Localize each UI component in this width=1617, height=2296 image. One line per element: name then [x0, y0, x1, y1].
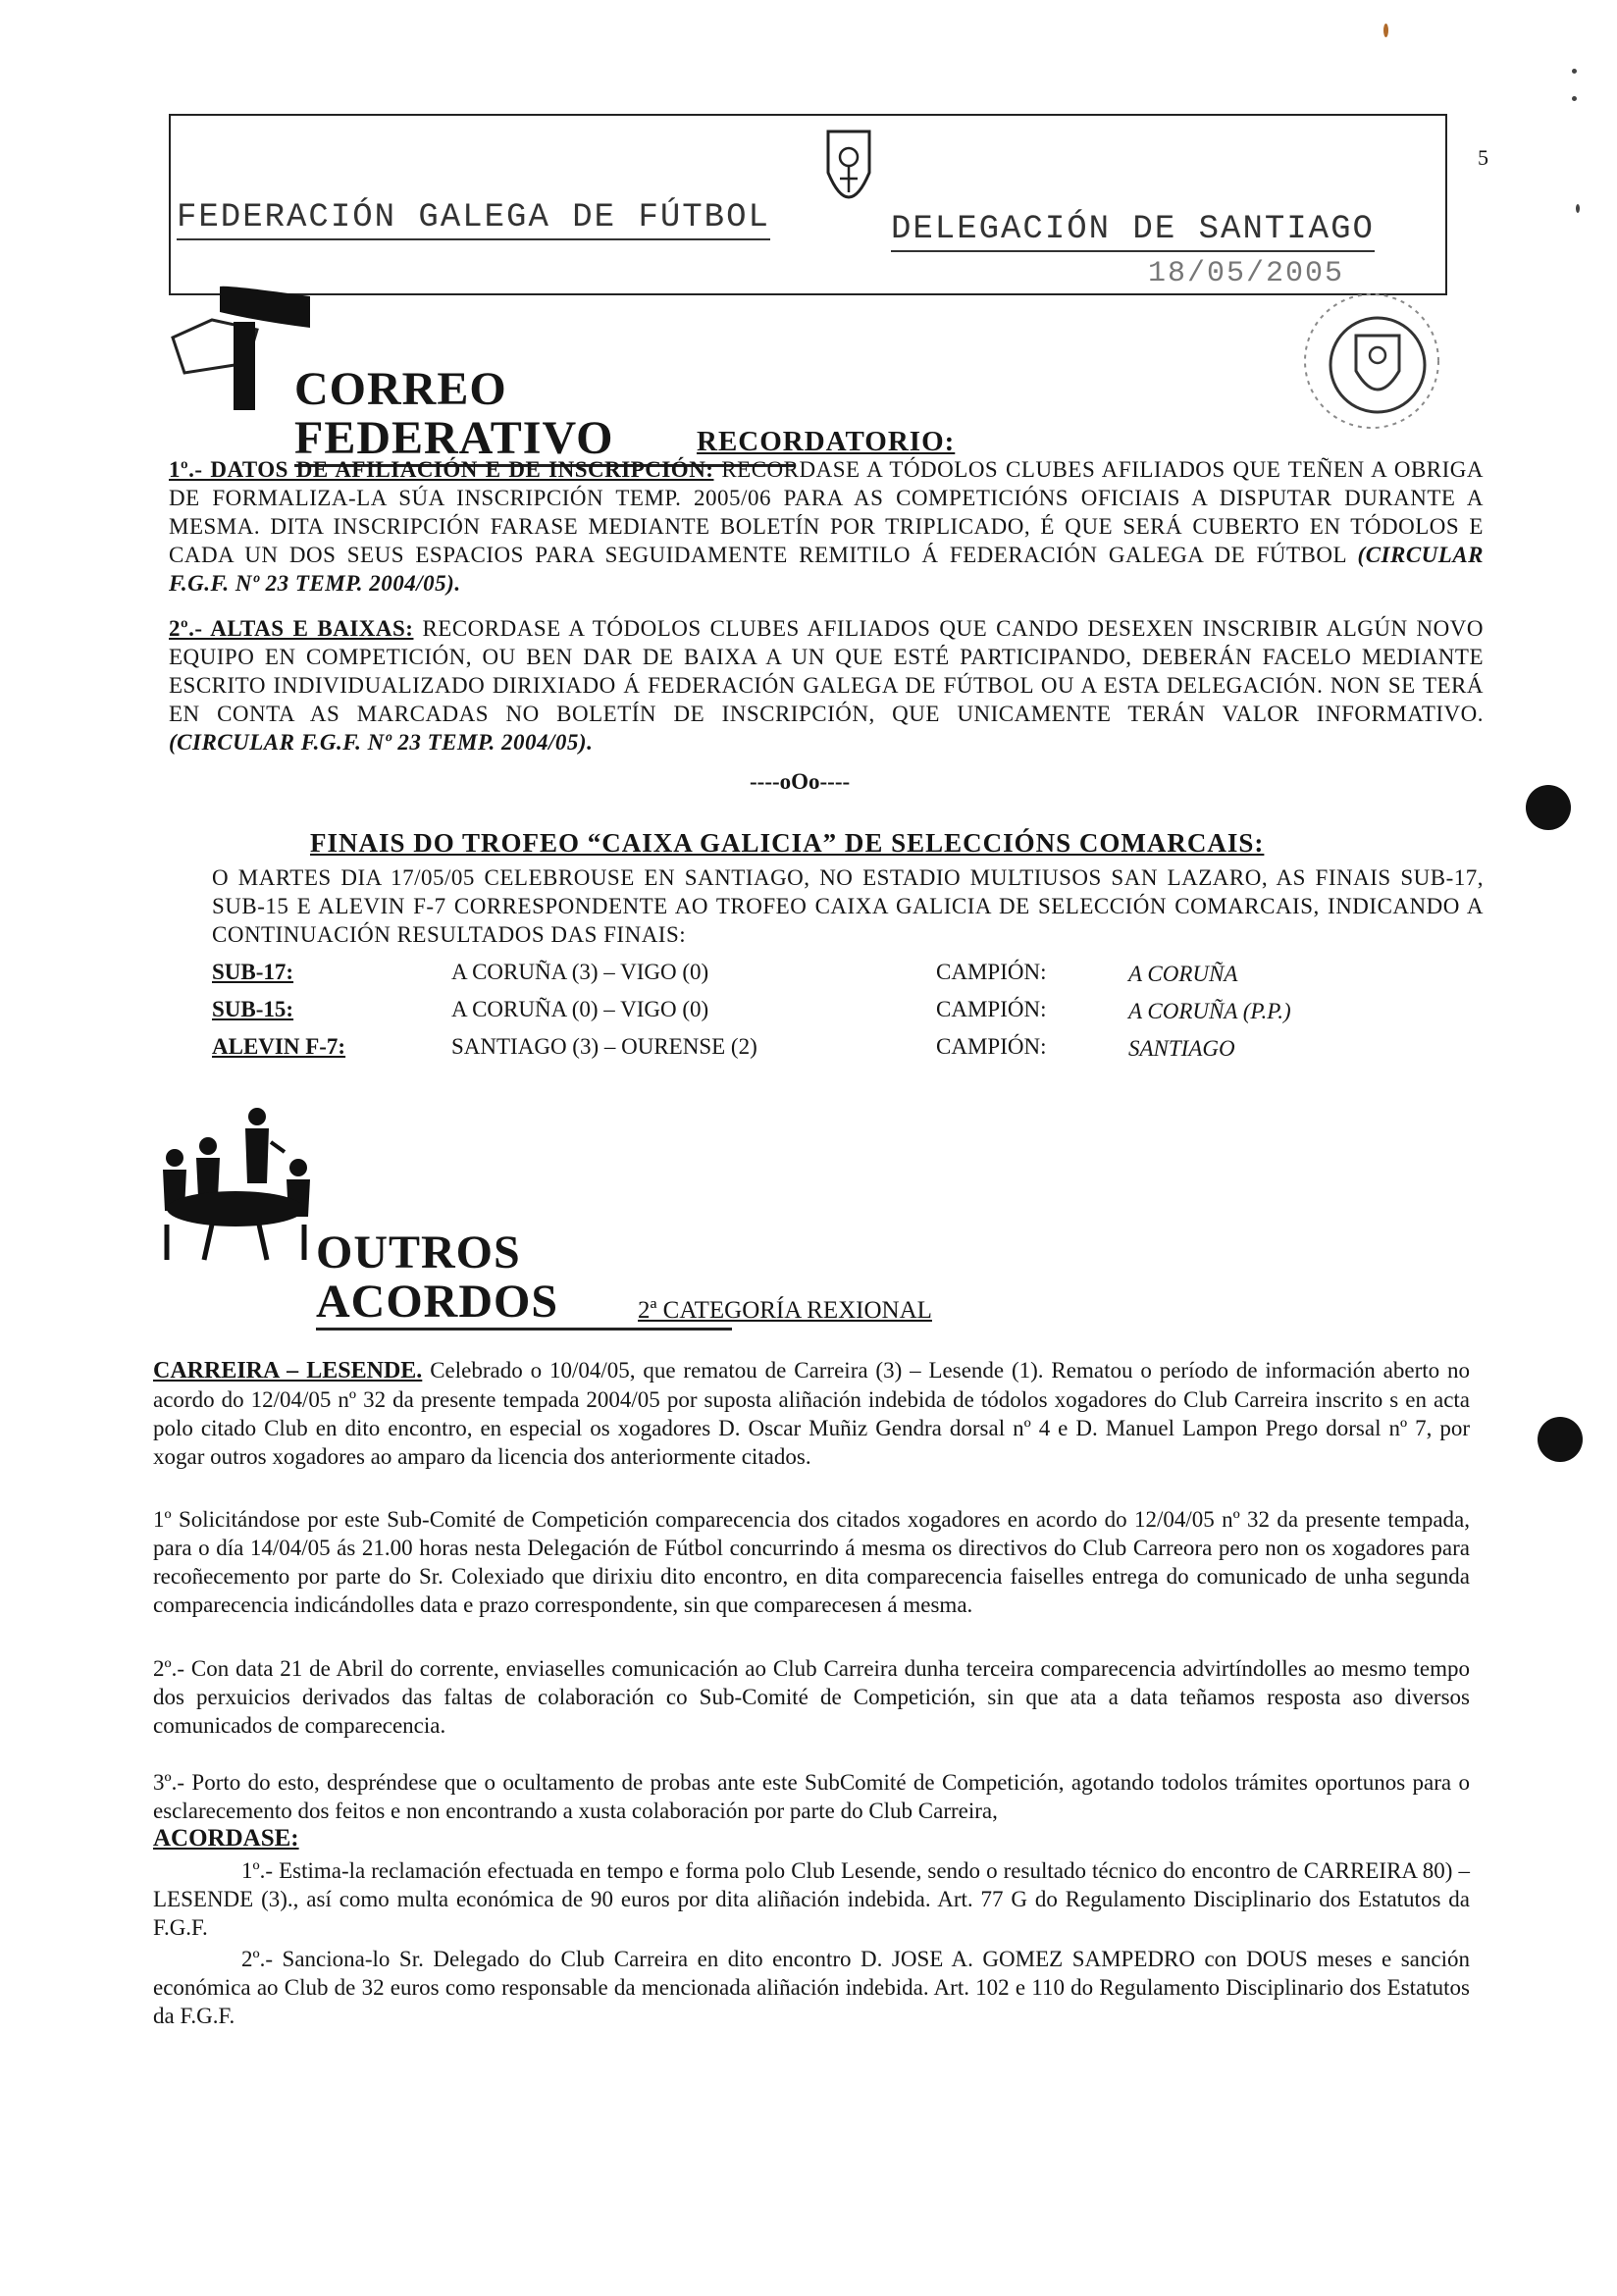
resolution-2: 2º.- Sanciona-lo Sr. Delegado do Club Carreira en dito encontro D. JOSE A. GOMEZ SAMPEDRO con DOUS meses e sanción económica ao Club de 32 euros como responsable da mencionada aliñación indebida. Art. 102 e 110 do Regulamento Disciplinario dos Estatutos da F.G.F. — [153, 1947, 1470, 2028]
federation-name: FEDERACIÓN GALEGA DE FÚTBOL — [177, 199, 770, 240]
results-table — [212, 960, 1291, 1071]
federation-seal-icon — [1276, 292, 1462, 454]
finais-title: FINAIS DO TROFEO “CAIXA GALICIA” DE SELECCIÓNS COMARCAIS: — [310, 828, 1265, 858]
result-champion-label: CAMPIÓN: — [936, 997, 1047, 1021]
result-row — [212, 960, 1291, 997]
federation-crest-icon — [822, 128, 875, 235]
scan-speck — [1383, 24, 1388, 37]
case-label: CARREIRA – LESENDE. — [153, 1358, 423, 1383]
result-champion: A CORUÑA — [1128, 962, 1238, 986]
outros-acordos-title: OUTROS ACORDOS — [316, 1228, 732, 1331]
category-heading: 2ª CATEGORÍA REXIONAL — [638, 1297, 932, 1324]
page-number: 5 — [1478, 145, 1488, 170]
section-separator: ----oOo---- — [750, 769, 851, 794]
acordo-intro-paragraph — [153, 1356, 1470, 1471]
affiliation-text: RECORDASE A TÓDOLOS CLUBES AFILIADOS QUE TEÑEN A OBRIGA DE FORMALIZA-LA SÚA INSCRIPCIÓN TEMP. 2005/06 PARA AS COMPETICIÓNS OFICIAIS A DISPUTAR DURANTE A MESMA. DITA INSCRIPCIÓN FARASE MEDIANTE BOLETÍN POR TRIPLICADO, É QUE SERÁ CUBERTO EN TÓDOLOS E CADA UN DOS SEUS ESPACIOS PARA SEGUIDAMENTE REMITILO Á FEDERACIÓN GALEGA DE FÚTBOL — [169, 457, 1485, 567]
result-champion: A CORUÑA (P.P.) — [1128, 999, 1291, 1023]
delegation-name: DELEGACIÓN DE SANTIAGO — [891, 211, 1375, 252]
result-champion-label: CAMPIÓN: — [936, 1034, 1047, 1059]
affiliation-reference: (CIRCULAR F.G.F. Nº 23 TEMP. 2004/05). — [169, 543, 1485, 596]
recordatorio-heading: RECORDATORIO: — [697, 426, 956, 457]
result-champion: SANTIAGO — [1128, 1036, 1235, 1061]
case-intro-text: Celebrado o 10/04/05, que rematou de Carreira (3) – Lesende (1). Rematou o período de información aberto no acordo do 12/04/05 nº 32 da presente tempada 2004/05 por suposta aliñación indebida de tódolos xogadores do Club Carreira inscrito s en acta polo citado Club en dito encontro, en especial os xogadores D. Oscar Muñiz Gendra dorsal nº 4 e D. Manuel Lampon Prego dorsal nº 7, por xogar outros xogadores ao amparo da licencia dos anteriormente citados. — [153, 1358, 1471, 1469]
scan-speck — [1576, 204, 1580, 213]
mailbox-icon — [163, 283, 310, 415]
altas-baixas-text: RECORDASE A TÓDOLOS CLUBES AFILIADOS QUE CANDO DESEXEN INSCRIBIR ALGÚN NOVO EQUIPO EN COMPETICIÓN, OU BEN DAR DE BAIXA A UN QUE ESTÉ PARTICIPANDO, DEBERÁN FACELO MEDIANTE ESCRITO INDIVIDUALIZADO DIRIXIADO Á FEDERACIÓN GALEGA DE FÚTBOL OU A ESTA DELEGACIÓN. NON SE TERÁ EN CONTA AS MARCADAS NO BOLETÍN DE INSCRIPCIÓN, QUE UNICAMENTE TERÁN VALOR INFORMATIVO. — [169, 616, 1484, 726]
result-category: ALEVIN F-7: — [212, 1034, 346, 1059]
header-date: 18/05/2005 — [1148, 257, 1345, 290]
result-match: SANTIAGO (3) – OURENSE (2) — [451, 1034, 757, 1059]
acordo-point-3: 3º.- Porto do esto, despréndese que o ocultamento de probas ante este SubComité de Competición, agotando todolos trámites oportunos para o esclarecemento dos feitos e non encontrando a xusta colaboración por parte do Club Carreira, — [153, 1770, 1470, 1823]
affiliation-label: 1º.- DATOS DE AFILIACIÓN E DE INSCRIPCIÓN: — [169, 457, 714, 482]
result-row — [212, 997, 1291, 1034]
result-match: A CORUÑA (3) – VIGO (0) — [451, 960, 709, 984]
scan-speck — [1572, 96, 1577, 101]
correo-federativo-title: CORREO FEDERATIVO — [294, 365, 795, 467]
result-champion-label: CAMPIÓN: — [936, 960, 1047, 984]
affiliation-paragraph — [169, 455, 1484, 598]
acordo-point-1: 1º Solicitándose por este Sub-Comité de Competición comparecencia dos citados xogadores en acordo do 12/04/05 nº 32 da presente tempada, para o día 14/04/05 ás 21.00 horas nesta Delegación de Fútbol concurrindo á mesma os directivos do Club Carreora pero non os xogadores para recoñecemento por parte do Sr. Colexiado que dirixiu dito encontro, en dita comparecencia faiselles entrega do comunicado de unha segunda comparecencia indicándolles data e prazo correspondente, sin que comparecesen á mesma. — [153, 1507, 1470, 1617]
meeting-people-icon — [153, 1103, 320, 1277]
result-category: SUB-15: — [212, 997, 294, 1021]
altas-baixas-label: 2º.- ALTAS E BAIXAS: — [169, 616, 414, 641]
scan-speck — [1572, 69, 1577, 74]
resolution-1: 1º.- Estima-la reclamación efectuada en tempo e forma polo Club Lesende, sendo o resultado técnico do encontro de CARREIRA 80) – LESENDE (3)., así como multa económica de 90 euros por dita aliñación indebida. Art. 77 G do Regulamento Disciplinario dos Estatutos da F.G.F. — [153, 1858, 1470, 1940]
altas-baixas-paragraph — [169, 614, 1484, 757]
acordase-heading: ACORDASE: — [153, 1825, 299, 1852]
result-category: SUB-17: — [212, 960, 294, 984]
result-match: A CORUÑA (0) – VIGO (0) — [451, 997, 709, 1021]
result-row — [212, 1034, 1291, 1071]
altas-baixas-reference: (CIRCULAR F.G.F. Nº 23 TEMP. 2004/05). — [169, 730, 594, 755]
scan-hole-top — [1526, 785, 1571, 830]
finais-intro: O MARTES DIA 17/05/05 CELEBROUSE EN SANTIAGO, NO ESTADIO MULTIUSOS SAN LAZARO, AS FINAIS SUB-17, SUB-15 E ALEVIN F-7 CORRESPONDENTE AO TROFEO CAIXA GALICIA DE SELECCIÓN COMARCAIS, INDICANDO A CONTINUACIÓN RESULTADOS DAS FINAIS: — [212, 865, 1484, 947]
acordo-point-2: 2º.- Con data 21 de Abril do corrente, enviaselles comunicación ao Club Carreira dunha terceira comparecencia advirtíndolles ao mesmo tempo dos perxuicios derivados das faltas de colaboración co Sub-Comité de Competición, sin que ata a data teñamos resposta aso diversos comunicados de comparecencia. — [153, 1656, 1470, 1738]
scan-hole-bottom — [1538, 1417, 1583, 1462]
